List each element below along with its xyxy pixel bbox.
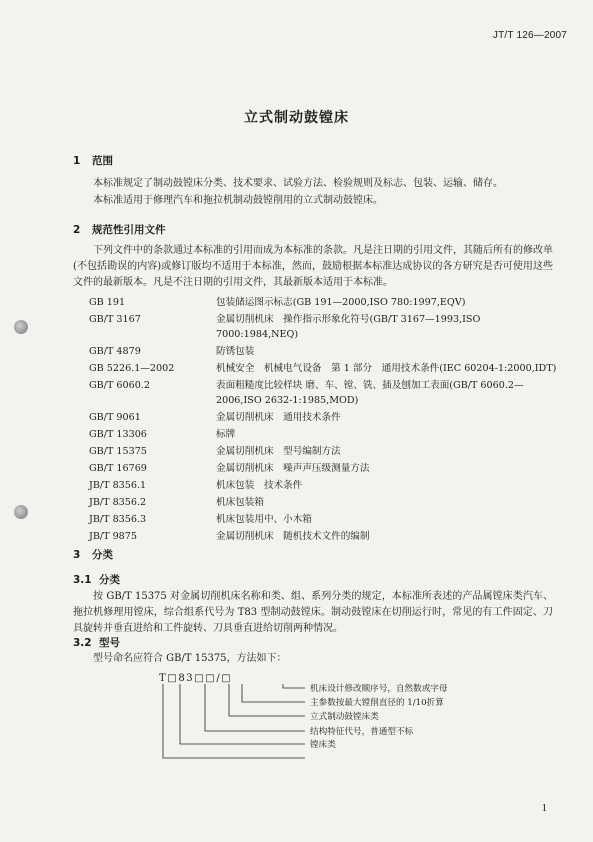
reference-title: 机床包装箱: [216, 497, 264, 508]
reference-title: 标牌: [216, 429, 236, 440]
reference-title: 金属切削机床 随机技术文件的编制: [216, 531, 370, 542]
reference-code: GB 191: [89, 297, 126, 308]
diagram-label-vertical-brake-drum: 立式制动鼓镗床类: [310, 712, 379, 722]
section-title: 范围: [92, 155, 113, 167]
reference-code: JB/T 8356.2: [89, 497, 147, 508]
reference-title: 防锈包装: [216, 346, 255, 357]
scope-paragraph-1: 本标准规定了制动鼓镗床分类、技术要求、试验方法、检验规则及标志、包装、运输、储存。: [93, 178, 503, 189]
reference-code: GB/T 16769: [89, 463, 147, 474]
reference-code: GB/T 4879: [89, 346, 141, 357]
reference-code: GB/T 9061: [89, 412, 141, 423]
scope-paragraph-2: 本标准适用于修理汽车和拖拉机制动鼓镗削用的立式制动鼓镗床。: [93, 195, 383, 206]
reference-title: 金属切削机床 噪声声压级测量方法: [216, 463, 370, 474]
reference-code: GB/T 13306: [89, 429, 147, 440]
reference-code: GB/T 6060.2: [89, 380, 150, 391]
reference-code: JB/T 8356.1: [89, 480, 147, 491]
subsection-title: 分类: [99, 574, 120, 586]
reference-title: 包装储运图示标志(GB 191—2000,ISO 780:1997,EQV): [216, 297, 466, 308]
section-number: 3: [73, 549, 81, 561]
diagram-label-structure-code: 结构特征代号，普通型不标: [310, 727, 414, 737]
diagram-label-revision: 机床设计修改顺序号，自然数或字母: [310, 684, 448, 694]
reference-title: 金属切削机床 操作指示形象化符号(GB/T 3167—1993,ISO 7000:1984,NEQ): [216, 314, 481, 340]
section-number: 1: [73, 155, 81, 167]
subsection-number: 3.2: [73, 637, 92, 649]
diagram-label-main-parameter: 主参数按最大镗削直径的 1/10折算: [310, 698, 444, 708]
binder-hole: [14, 320, 28, 334]
reference-title: 机床包装 技术条件: [216, 480, 303, 491]
reference-title: 机械安全 机械电气设备 第 1 部分 通用技术条件(IEC 60204-1:2000,IDT): [216, 363, 557, 374]
section-number: 2: [73, 224, 81, 236]
diagram-label-boring-class: 镗床类: [310, 740, 336, 750]
page-number: 1: [541, 802, 547, 814]
reference-code: GB/T 15375: [89, 446, 147, 457]
subsection-number: 3.1: [73, 574, 92, 586]
section-title: 规范性引用文件: [92, 224, 166, 236]
classification-paragraph: 按 GB/T 15375 对金属切削机床名称和类、组、系列分类的规定，本标准所表述的产品属镗床类汽车、拖拉机修理用镗床，综合组系代号为 T83 型制动鼓镗床。制动鼓镗床在切削运行时，常见的有工件固定、刀具旋转并垂直进给和工件旋转、刀具垂直进给切削两种情况。: [73, 591, 553, 634]
binder-hole: [14, 505, 28, 519]
section-title: 分类: [92, 549, 113, 561]
reference-title: 表面粗糙度比较样块 磨、车、镗、铣、插及刨加工表面(GB/T 6060.2—2006,ISO 2632-1:1985,MOD): [216, 380, 524, 406]
reference-title: 金属切削机床 型号编制方法: [216, 446, 341, 457]
reference-title: 机床包装用中、小木箱: [216, 514, 312, 525]
subsection-title: 型号: [99, 637, 120, 649]
normative-intro-paragraph: 下列文件中的条款通过本标准的引用而成为本标准的条款。凡是注日期的引用文件，其随后所有的修改单(不包括勘误的内容)或修订版均不适用于本标准，然而，鼓励根据本标准达成协议的各方研究是否可使用这些文件的最新版本。凡是不注日期的引用文件，其最新版本适用于本标准。: [73, 245, 553, 288]
reference-code: JB/T 9875: [89, 531, 137, 542]
reference-code: JB/T 8356.3: [89, 514, 147, 525]
document-title: 立式制动鼓镗床: [244, 110, 349, 126]
reference-title: 金属切削机床 通用技术条件: [216, 412, 341, 423]
model-intro-paragraph: 型号命名应符合 GB/T 15375，方法如下：: [93, 653, 287, 664]
reference-code: GB/T 3167: [89, 314, 141, 325]
reference-code: GB 5226.1—2002: [89, 363, 175, 374]
standard-code: JT/T 126—2007: [492, 30, 567, 41]
model-code: T□83□□/□: [159, 673, 233, 684]
